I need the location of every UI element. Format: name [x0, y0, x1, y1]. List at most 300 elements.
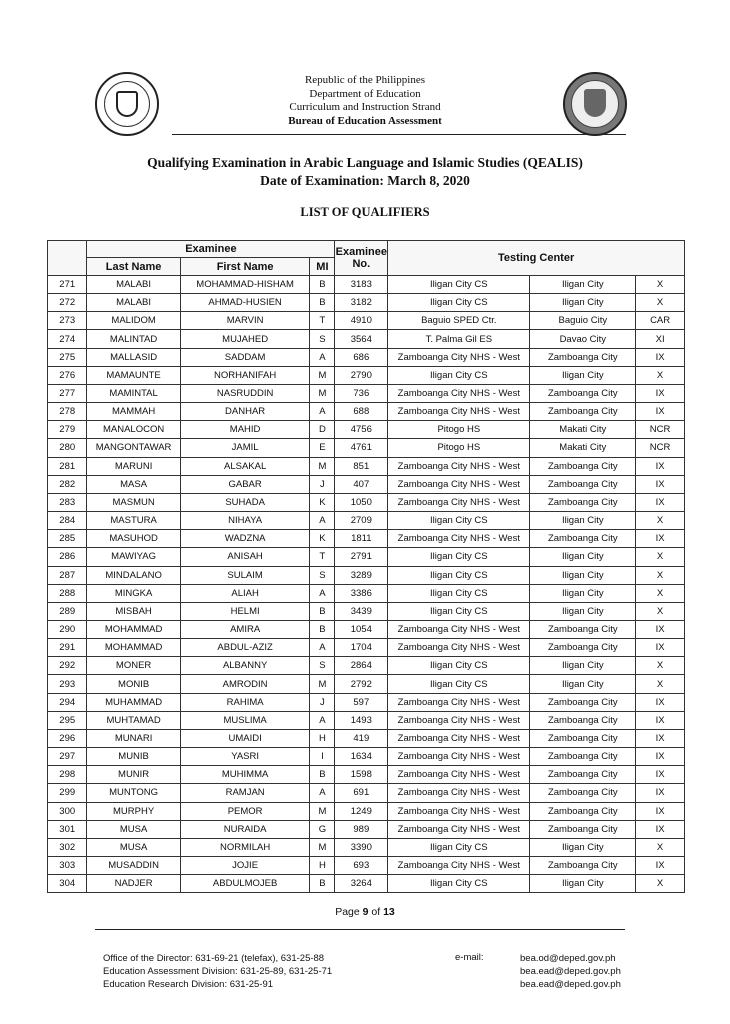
- row-number-cell: 293: [48, 675, 87, 693]
- first-name-cell: SADDAM: [180, 348, 310, 366]
- last-name-cell: MUNIR: [87, 766, 180, 784]
- examinee-no-cell: 4756: [335, 421, 388, 439]
- footer-email-ead: bea.ead@deped.gov.ph: [520, 966, 621, 977]
- examinee-no-cell: 2792: [335, 675, 388, 693]
- testing-center-school-cell: Zamboanga City NHS - West: [388, 766, 530, 784]
- testing-center-city-cell: Baguio City: [530, 312, 636, 330]
- last-name-cell: MUNIB: [87, 748, 180, 766]
- testing-center-region-cell: CAR: [636, 312, 685, 330]
- testing-center-region-cell: IX: [636, 403, 685, 421]
- testing-center-region-cell: X: [636, 838, 685, 856]
- last-name-cell: MAMINTAL: [87, 384, 180, 402]
- testing-center-school-cell: Iligan City CS: [388, 366, 530, 384]
- first-name-cell: ALBANNY: [180, 657, 310, 675]
- first-name-cell: SUHADA: [180, 493, 310, 511]
- middle-initial-cell: A: [310, 784, 335, 802]
- first-name-cell: YASRI: [180, 748, 310, 766]
- row-number-cell: 300: [48, 802, 87, 820]
- first-name-cell: ALSAKAL: [180, 457, 310, 475]
- middle-initial-cell: A: [310, 403, 335, 421]
- testing-center-region-cell: IX: [636, 857, 685, 875]
- testing-center-school-cell: Zamboanga City NHS - West: [388, 475, 530, 493]
- testing-center-region-cell: X: [636, 512, 685, 530]
- first-name-cell: ABDUL-AZIZ: [180, 639, 310, 657]
- table-row: [48, 639, 685, 657]
- first-name-cell: NORMILAH: [180, 838, 310, 856]
- testing-center-region-cell: IX: [636, 748, 685, 766]
- row-number-cell: 299: [48, 784, 87, 802]
- last-name-cell: MINGKA: [87, 584, 180, 602]
- middle-initial-cell: M: [310, 838, 335, 856]
- testing-center-region-cell: IX: [636, 766, 685, 784]
- examinee-no-cell: 3390: [335, 838, 388, 856]
- middle-initial-cell: I: [310, 748, 335, 766]
- row-number-cell: 287: [48, 566, 87, 584]
- testing-center-school-cell: Zamboanga City NHS - West: [388, 729, 530, 747]
- examinee-no-header-line2: No.: [352, 258, 371, 270]
- row-number-cell: 290: [48, 620, 87, 638]
- middle-initial-cell: K: [310, 530, 335, 548]
- table-row: [48, 439, 685, 457]
- examinee-no-cell: 3182: [335, 294, 388, 312]
- testing-center-school-cell: Zamboanga City NHS - West: [388, 748, 530, 766]
- row-number-cell: 303: [48, 857, 87, 875]
- table-row: [48, 421, 685, 439]
- testing-center-region-cell: IX: [636, 530, 685, 548]
- list-title: LIST OF QUALIFIERS: [300, 205, 430, 219]
- testing-center-city-cell: Iligan City: [530, 838, 636, 856]
- testing-center-school-cell: Zamboanga City NHS - West: [388, 530, 530, 548]
- last-name-cell: MASTURA: [87, 512, 180, 530]
- row-number-cell: 289: [48, 602, 87, 620]
- testing-center-school-cell: Pitogo HS: [388, 439, 530, 457]
- examinee-header: Examinee: [87, 241, 335, 258]
- last-name-cell: MOHAMMAD: [87, 620, 180, 638]
- middle-initial-cell: M: [310, 675, 335, 693]
- examinee-no-cell: 989: [335, 820, 388, 838]
- footer-contacts: [103, 952, 332, 991]
- last-name-cell: MUNTONG: [87, 784, 180, 802]
- table-row: [48, 403, 685, 421]
- testing-center-region-cell: NCR: [636, 439, 685, 457]
- last-name-cell: MASUHOD: [87, 530, 180, 548]
- first-name-cell: MAHID: [180, 421, 310, 439]
- qualifiers-table-body: [48, 276, 685, 893]
- examinee-no-cell: 407: [335, 475, 388, 493]
- testing-center-city-cell: Iligan City: [530, 657, 636, 675]
- bea-seal-logo: [563, 72, 627, 136]
- testing-center-region-cell: IX: [636, 802, 685, 820]
- testing-center-city-cell: Zamboanga City: [530, 493, 636, 511]
- table-row: [48, 312, 685, 330]
- first-name-header: First Name: [180, 258, 310, 276]
- examinee-no-cell: 3289: [335, 566, 388, 584]
- middle-initial-cell: B: [310, 620, 335, 638]
- examinee-no-cell: 4761: [335, 439, 388, 457]
- page-prefix: Page: [335, 906, 363, 918]
- testing-center-school-cell: Iligan City CS: [388, 294, 530, 312]
- table-row: [48, 875, 685, 893]
- table-row: [48, 820, 685, 838]
- footer-director-phone: Office of the Director: 631-69-21 (telefax), 631-25-88: [103, 953, 325, 964]
- testing-center-school-cell: Iligan City CS: [388, 276, 530, 294]
- examinee-no-cell: 1493: [335, 711, 388, 729]
- testing-center-region-cell: IX: [636, 784, 685, 802]
- table-row: [48, 857, 685, 875]
- last-name-cell: NADJER: [87, 875, 180, 893]
- row-number-cell: 278: [48, 403, 87, 421]
- first-name-cell: MUHIMMA: [180, 766, 310, 784]
- middle-initial-cell: M: [310, 802, 335, 820]
- last-name-cell: MANALOCON: [87, 421, 180, 439]
- examinee-no-cell: 1249: [335, 802, 388, 820]
- row-number-cell: 297: [48, 748, 87, 766]
- first-name-cell: ALIAH: [180, 584, 310, 602]
- testing-center-school-cell: Iligan City CS: [388, 566, 530, 584]
- testing-center-region-cell: IX: [636, 711, 685, 729]
- footer-email-ead-2: bea.ead@deped.gov.ph: [520, 979, 621, 990]
- middle-initial-cell: S: [310, 566, 335, 584]
- first-name-cell: AMRODIN: [180, 675, 310, 693]
- testing-center-city-cell: Zamboanga City: [530, 348, 636, 366]
- table-row: [48, 566, 685, 584]
- testing-center-region-cell: X: [636, 657, 685, 675]
- last-name-cell: MAWIYAG: [87, 548, 180, 566]
- table-row: [48, 548, 685, 566]
- testing-center-city-cell: Iligan City: [530, 276, 636, 294]
- examinee-no-cell: 1054: [335, 620, 388, 638]
- examinee-no-cell: 691: [335, 784, 388, 802]
- table-row: [48, 802, 685, 820]
- middle-initial-cell: B: [310, 602, 335, 620]
- middle-initial-cell: K: [310, 493, 335, 511]
- testing-center-school-cell: Zamboanga City NHS - West: [388, 857, 530, 875]
- middle-initial-cell: B: [310, 276, 335, 294]
- last-name-cell: MONIB: [87, 675, 180, 693]
- testing-center-region-cell: IX: [636, 620, 685, 638]
- examinee-no-cell: 1050: [335, 493, 388, 511]
- row-number-cell: 296: [48, 729, 87, 747]
- examinee-no-cell: 2791: [335, 548, 388, 566]
- table-row: [48, 384, 685, 402]
- testing-center-school-cell: Zamboanga City NHS - West: [388, 693, 530, 711]
- examinee-no-cell: 597: [335, 693, 388, 711]
- middle-initial-cell: M: [310, 457, 335, 475]
- last-name-cell: MURPHY: [87, 802, 180, 820]
- testing-center-school-cell: Iligan City CS: [388, 548, 530, 566]
- middle-initial-cell: A: [310, 711, 335, 729]
- row-number-cell: 301: [48, 820, 87, 838]
- testing-center-school-cell: Iligan City CS: [388, 875, 530, 893]
- testing-center-header: Testing Center: [388, 241, 685, 276]
- row-number-cell: 292: [48, 657, 87, 675]
- first-name-cell: AHMAD-HUSIEN: [180, 294, 310, 312]
- last-name-cell: MONER: [87, 657, 180, 675]
- examinee-no-header: [335, 241, 388, 276]
- testing-center-school-cell: Zamboanga City NHS - West: [388, 384, 530, 402]
- first-name-cell: MARVIN: [180, 312, 310, 330]
- testing-center-school-cell: Zamboanga City NHS - West: [388, 403, 530, 421]
- testing-center-region-cell: X: [636, 675, 685, 693]
- testing-center-city-cell: Zamboanga City: [530, 711, 636, 729]
- testing-center-school-cell: Iligan City CS: [388, 584, 530, 602]
- last-name-cell: MASA: [87, 475, 180, 493]
- row-number-cell: 286: [48, 548, 87, 566]
- page-total: 13: [383, 906, 395, 918]
- middle-initial-cell: S: [310, 330, 335, 348]
- testing-center-school-cell: Iligan City CS: [388, 657, 530, 675]
- table-row: [48, 330, 685, 348]
- row-number-cell: 291: [48, 639, 87, 657]
- testing-center-city-cell: Zamboanga City: [530, 857, 636, 875]
- table-row: [48, 711, 685, 729]
- first-name-cell: MOHAMMAD-HISHAM: [180, 276, 310, 294]
- row-number-cell: 298: [48, 766, 87, 784]
- testing-center-region-cell: IX: [636, 693, 685, 711]
- testing-center-school-cell: Zamboanga City NHS - West: [388, 711, 530, 729]
- testing-center-region-cell: IX: [636, 493, 685, 511]
- testing-center-region-cell: XI: [636, 330, 685, 348]
- middle-initial-cell: M: [310, 366, 335, 384]
- examinee-no-cell: 736: [335, 384, 388, 402]
- examinee-no-cell: 2709: [335, 512, 388, 530]
- last-name-cell: MASMUN: [87, 493, 180, 511]
- testing-center-city-cell: Zamboanga City: [530, 475, 636, 493]
- footer-email-label: e-mail:: [455, 952, 484, 963]
- table-row: [48, 475, 685, 493]
- middle-initial-cell: J: [310, 475, 335, 493]
- testing-center-region-cell: IX: [636, 820, 685, 838]
- last-name-cell: MALABI: [87, 294, 180, 312]
- testing-center-region-cell: X: [636, 548, 685, 566]
- table-row: [48, 693, 685, 711]
- header-divider: [172, 134, 626, 135]
- row-number-cell: 288: [48, 584, 87, 602]
- middle-initial-cell: B: [310, 294, 335, 312]
- testing-center-city-cell: Iligan City: [530, 584, 636, 602]
- testing-center-school-cell: Zamboanga City NHS - West: [388, 348, 530, 366]
- row-number-cell: 274: [48, 330, 87, 348]
- examinee-no-cell: 3564: [335, 330, 388, 348]
- exam-title: Qualifying Examination in Arabic Language and Islamic Studies (QEALIS): [147, 155, 583, 170]
- middle-initial-cell: E: [310, 439, 335, 457]
- testing-center-school-cell: Iligan City CS: [388, 602, 530, 620]
- table-row: [48, 512, 685, 530]
- row-number-cell: 302: [48, 838, 87, 856]
- middle-initial-cell: S: [310, 657, 335, 675]
- middle-initial-cell: M: [310, 384, 335, 402]
- first-name-cell: NORHANIFAH: [180, 366, 310, 384]
- testing-center-school-cell: Iligan City CS: [388, 512, 530, 530]
- last-name-cell: MUHTAMAD: [87, 711, 180, 729]
- table-row: [48, 748, 685, 766]
- examinee-no-cell: 851: [335, 457, 388, 475]
- first-name-cell: ABDULMOJEB: [180, 875, 310, 893]
- letterhead-department: Department of Education: [309, 87, 421, 100]
- testing-center-city-cell: Iligan City: [530, 366, 636, 384]
- examinee-no-cell: 3264: [335, 875, 388, 893]
- page-of: of: [368, 906, 384, 918]
- testing-center-region-cell: IX: [636, 384, 685, 402]
- testing-center-school-cell: Iligan City CS: [388, 838, 530, 856]
- middle-initial-cell: D: [310, 421, 335, 439]
- testing-center-school-cell: Zamboanga City NHS - West: [388, 620, 530, 638]
- row-number-cell: 295: [48, 711, 87, 729]
- testing-center-city-cell: Makati City: [530, 439, 636, 457]
- row-number-cell: 284: [48, 512, 87, 530]
- testing-center-city-cell: Iligan City: [530, 602, 636, 620]
- table-row: [48, 729, 685, 747]
- footer-emails: [520, 952, 621, 991]
- testing-center-city-cell: Iligan City: [530, 566, 636, 584]
- testing-center-school-cell: Zamboanga City NHS - West: [388, 820, 530, 838]
- testing-center-region-cell: NCR: [636, 421, 685, 439]
- last-name-cell: MUSA: [87, 838, 180, 856]
- last-name-cell: MANGONTAWAR: [87, 439, 180, 457]
- examinee-no-cell: 2864: [335, 657, 388, 675]
- first-name-cell: RAHIMA: [180, 693, 310, 711]
- examinee-no-cell: 686: [335, 348, 388, 366]
- letterhead: [200, 74, 530, 128]
- footer-ead-phone: Education Assessment Division: 631-25-89, 631-25-71: [103, 966, 333, 977]
- testing-center-school-cell: Baguio SPED Ctr.: [388, 312, 530, 330]
- row-number-cell: 273: [48, 312, 87, 330]
- testing-center-city-cell: Zamboanga City: [530, 766, 636, 784]
- last-name-cell: MARUNI: [87, 457, 180, 475]
- letterhead-republic: Republic of the Philippines: [304, 74, 426, 86]
- testing-center-city-cell: Davao City: [530, 330, 636, 348]
- last-name-cell: MOHAMMAD: [87, 639, 180, 657]
- first-name-cell: JAMIL: [180, 439, 310, 457]
- first-name-cell: DANHAR: [180, 403, 310, 421]
- testing-center-region-cell: X: [636, 566, 685, 584]
- table-row: [48, 294, 685, 312]
- table-row: [48, 620, 685, 638]
- middle-initial-cell: T: [310, 312, 335, 330]
- row-number-cell: 275: [48, 348, 87, 366]
- row-number-cell: 271: [48, 276, 87, 294]
- middle-initial-cell: A: [310, 512, 335, 530]
- testing-center-city-cell: Zamboanga City: [530, 729, 636, 747]
- testing-center-region-cell: X: [636, 276, 685, 294]
- first-name-cell: ANISAH: [180, 548, 310, 566]
- table-row: [48, 657, 685, 675]
- table-row: [48, 366, 685, 384]
- examinee-no-cell: 693: [335, 857, 388, 875]
- testing-center-region-cell: X: [636, 875, 685, 893]
- row-number-cell: 304: [48, 875, 87, 893]
- last-name-cell: MALLASID: [87, 348, 180, 366]
- first-name-cell: PEMOR: [180, 802, 310, 820]
- examinee-no-cell: 1598: [335, 766, 388, 784]
- last-name-cell: MALABI: [87, 276, 180, 294]
- testing-center-school-cell: T. Palma Gil ES: [388, 330, 530, 348]
- last-name-cell: MISBAH: [87, 602, 180, 620]
- examinee-no-cell: 2790: [335, 366, 388, 384]
- testing-center-school-cell: Zamboanga City NHS - West: [388, 802, 530, 820]
- examinee-no-cell: 3183: [335, 276, 388, 294]
- examinee-no-cell: 419: [335, 729, 388, 747]
- row-number-header: [48, 241, 87, 276]
- first-name-cell: NURAIDA: [180, 820, 310, 838]
- row-number-cell: 281: [48, 457, 87, 475]
- last-name-cell: MALIDOM: [87, 312, 180, 330]
- middle-initial-cell: T: [310, 548, 335, 566]
- first-name-cell: MUSLIMA: [180, 711, 310, 729]
- first-name-cell: SULAIM: [180, 566, 310, 584]
- row-number-cell: 280: [48, 439, 87, 457]
- testing-center-city-cell: Zamboanga City: [530, 639, 636, 657]
- middle-initial-cell: H: [310, 729, 335, 747]
- qualifiers-table: [47, 240, 685, 893]
- row-number-cell: 279: [48, 421, 87, 439]
- letterhead-strand: Curriculum and Instruction Strand: [289, 101, 441, 114]
- testing-center-city-cell: Zamboanga City: [530, 784, 636, 802]
- testing-center-region-cell: X: [636, 294, 685, 312]
- row-number-cell: 272: [48, 294, 87, 312]
- last-name-header: Last Name: [87, 258, 180, 276]
- exam-date: Date of Examination: March 8, 2020: [260, 173, 470, 188]
- examinee-no-cell: 1811: [335, 530, 388, 548]
- testing-center-city-cell: Iligan City: [530, 875, 636, 893]
- middle-initial-cell: J: [310, 693, 335, 711]
- mi-header: MI: [310, 258, 335, 276]
- testing-center-region-cell: IX: [636, 475, 685, 493]
- first-name-cell: RAMJAN: [180, 784, 310, 802]
- testing-center-region-cell: IX: [636, 457, 685, 475]
- testing-center-region-cell: X: [636, 366, 685, 384]
- last-name-cell: MUSADDIN: [87, 857, 180, 875]
- testing-center-city-cell: Zamboanga City: [530, 802, 636, 820]
- middle-initial-cell: H: [310, 857, 335, 875]
- examinee-no-cell: 3386: [335, 584, 388, 602]
- table-row: [48, 584, 685, 602]
- testing-center-region-cell: IX: [636, 729, 685, 747]
- testing-center-region-cell: X: [636, 584, 685, 602]
- testing-center-city-cell: Iligan City: [530, 548, 636, 566]
- first-name-cell: AMIRA: [180, 620, 310, 638]
- testing-center-school-cell: Iligan City CS: [388, 675, 530, 693]
- first-name-cell: GABAR: [180, 475, 310, 493]
- table-row: [48, 276, 685, 294]
- examinee-no-cell: 1634: [335, 748, 388, 766]
- last-name-cell: MUNARI: [87, 729, 180, 747]
- row-number-cell: 283: [48, 493, 87, 511]
- testing-center-city-cell: Zamboanga City: [530, 748, 636, 766]
- testing-center-school-cell: Pitogo HS: [388, 421, 530, 439]
- row-number-cell: 277: [48, 384, 87, 402]
- middle-initial-cell: B: [310, 875, 335, 893]
- testing-center-city-cell: Zamboanga City: [530, 620, 636, 638]
- first-name-cell: UMAIDI: [180, 729, 310, 747]
- first-name-cell: WADZNA: [180, 530, 310, 548]
- testing-center-city-cell: Zamboanga City: [530, 403, 636, 421]
- testing-center-city-cell: Makati City: [530, 421, 636, 439]
- testing-center-city-cell: Iligan City: [530, 294, 636, 312]
- examinee-no-cell: 4910: [335, 312, 388, 330]
- table-row: [48, 766, 685, 784]
- examinee-no-cell: 3439: [335, 602, 388, 620]
- footer-erd-phone: Education Research Division: 631-25-91: [103, 979, 274, 990]
- middle-initial-cell: G: [310, 820, 335, 838]
- middle-initial-cell: A: [310, 639, 335, 657]
- table-row: [48, 457, 685, 475]
- testing-center-school-cell: Zamboanga City NHS - West: [388, 639, 530, 657]
- last-name-cell: MUSA: [87, 820, 180, 838]
- last-name-cell: MAMAUNTE: [87, 366, 180, 384]
- page-number: [0, 906, 730, 918]
- testing-center-region-cell: IX: [636, 348, 685, 366]
